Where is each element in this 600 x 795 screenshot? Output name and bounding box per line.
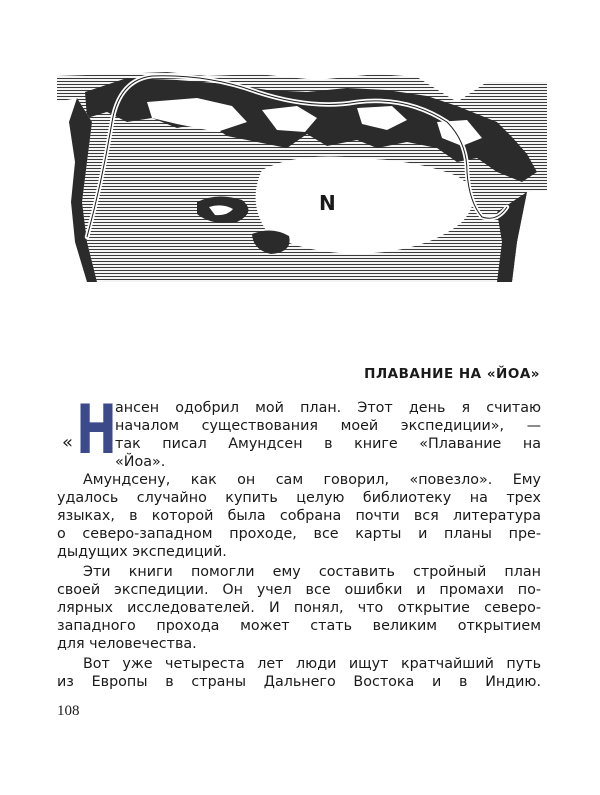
paragraph-line: Эти книги помогли ему составить стройный план xyxy=(83,564,541,580)
paragraph-line: для человечества. xyxy=(57,636,197,652)
paragraph-line: Амундсену, как он сам говорил, «повезло». Ему xyxy=(83,472,541,488)
north-label: N xyxy=(319,191,336,215)
page-number: 108 xyxy=(57,703,80,719)
section-heading: ПЛАВАНИЕ НА «ЙОА» xyxy=(364,366,540,382)
intro-line: так писал Амундсен в книге «Плавание на xyxy=(115,436,541,452)
intro-line: началом существования моей экспедиции», — xyxy=(115,418,541,434)
paragraph-line: удалось случайно купить целую библиотеку на трех xyxy=(57,490,541,506)
intro-line: ансен одобрил мой план. Этот день я считаю xyxy=(115,400,541,416)
route-map-illustration xyxy=(57,62,547,282)
arctic-map-svg xyxy=(57,62,547,282)
paragraph-line: из Европы в страны Дальнего Востока и в Индию. xyxy=(57,674,541,690)
paragraph-line: Вот уже четыреста лет люди ищут кратчайший путь xyxy=(83,656,541,672)
paragraph-line: западного прохода может стать великим открытием xyxy=(57,618,541,634)
opening-quote: « xyxy=(62,432,74,453)
paragraph-line: о северо-западном проходе, все карты и планы пре- xyxy=(57,526,541,542)
intro-line: «Йоа». xyxy=(115,454,166,470)
paragraph-line: лярных исследователей. И понял, что открытие северо- xyxy=(57,600,541,616)
drop-cap-letter: Н xyxy=(76,391,117,470)
paragraph-line: своей экспедиции. Он учел все ошибки и промахи по- xyxy=(57,582,541,598)
drop-cap-block xyxy=(62,391,117,470)
paragraph-line: дыдущих экспедиций. xyxy=(57,544,227,560)
paragraph-line: языках, в которой была собрана почти вся литература xyxy=(57,508,541,524)
